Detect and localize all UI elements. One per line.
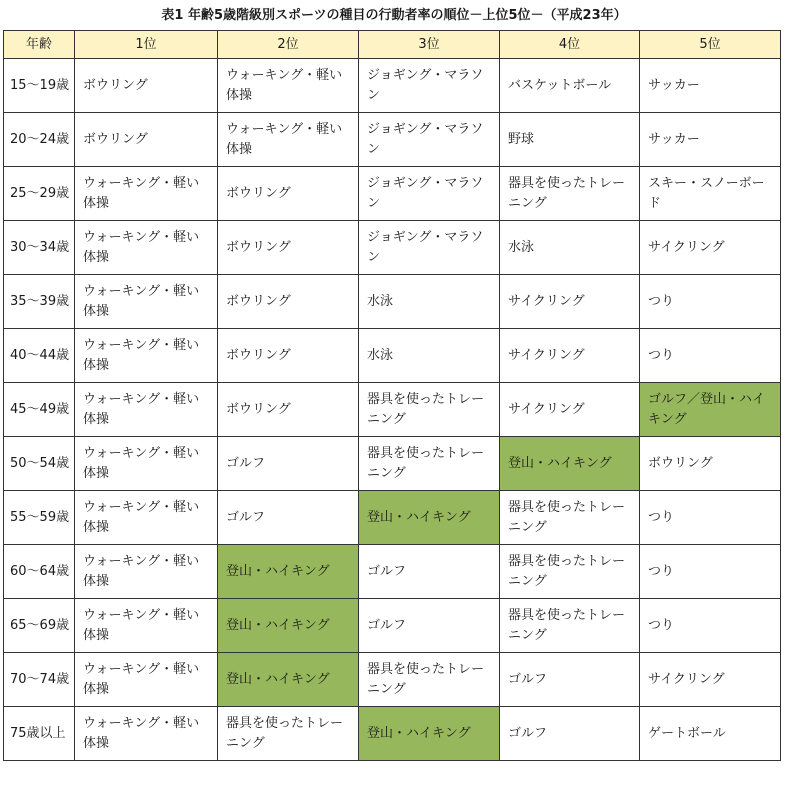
rank-5-cell: ゴルフ／登山・ハイキング [640, 383, 781, 437]
rank-1-cell: ボウリング [75, 59, 218, 113]
header-rank-2: 2位 [218, 31, 359, 59]
header-rank-1: 1位 [75, 31, 218, 59]
rank-4-cell: 器具を使ったトレーニング [500, 491, 640, 545]
rank-4-cell: バスケットボール [500, 59, 640, 113]
rank-5-cell: ボウリング [640, 437, 781, 491]
age-cell: 50～54歳 [4, 437, 75, 491]
rank-4-cell: サイクリング [500, 275, 640, 329]
header-rank-3: 3位 [359, 31, 500, 59]
rank-5-cell: つり [640, 599, 781, 653]
age-cell: 45～49歳 [4, 383, 75, 437]
ranking-table [3, 30, 781, 761]
rank-2-cell: 器具を使ったトレーニング [218, 707, 359, 761]
table-row [4, 221, 781, 275]
table-title: 表1 年齢5歳階級別スポーツの種目の行動者率の順位－上位5位－（平成23年） [161, 8, 627, 23]
age-cell: 55～59歳 [4, 491, 75, 545]
rank-2-cell: 登山・ハイキング [218, 599, 359, 653]
rank-2-cell: ウォーキング・軽い体操 [218, 113, 359, 167]
rank-3-cell: 水泳 [359, 275, 500, 329]
rank-5-cell: サイクリング [640, 221, 781, 275]
table-row [4, 329, 781, 383]
rank-3-cell: 器具を使ったトレーニング [359, 653, 500, 707]
rank-2-cell: 登山・ハイキング [218, 545, 359, 599]
table-body [4, 59, 781, 761]
rank-3-cell: 器具を使ったトレーニング [359, 383, 500, 437]
rank-3-cell: 水泳 [359, 329, 500, 383]
table-row [4, 167, 781, 221]
rank-2-cell: ボウリング [218, 167, 359, 221]
rank-5-cell: スキー・スノーボード [640, 167, 781, 221]
rank-1-cell: ウォーキング・軽い体操 [75, 329, 218, 383]
rank-4-cell: ゴルフ [500, 653, 640, 707]
rank-1-cell: ウォーキング・軽い体操 [75, 437, 218, 491]
age-cell: 60～64歳 [4, 545, 75, 599]
rank-4-cell: 器具を使ったトレーニング [500, 599, 640, 653]
table-row [4, 59, 781, 113]
header-rank-5: 5位 [640, 31, 781, 59]
rank-1-cell: ウォーキング・軽い体操 [75, 275, 218, 329]
rank-4-cell: 水泳 [500, 221, 640, 275]
header-rank-4: 4位 [500, 31, 640, 59]
rank-2-cell: ボウリング [218, 383, 359, 437]
header-row [4, 31, 781, 59]
rank-4-cell: 器具を使ったトレーニング [500, 545, 640, 599]
table-row [4, 383, 781, 437]
table-row [4, 437, 781, 491]
age-cell: 75歳以上 [4, 707, 75, 761]
age-cell: 65～69歳 [4, 599, 75, 653]
age-cell: 15～19歳 [4, 59, 75, 113]
rank-5-cell: つり [640, 329, 781, 383]
table-row [4, 545, 781, 599]
age-cell: 40～44歳 [4, 329, 75, 383]
rank-1-cell: ウォーキング・軽い体操 [75, 221, 218, 275]
rank-1-cell: ウォーキング・軽い体操 [75, 383, 218, 437]
table-row [4, 113, 781, 167]
age-cell: 70～74歳 [4, 653, 75, 707]
rank-5-cell: つり [640, 545, 781, 599]
table-row [4, 491, 781, 545]
rank-3-cell: 器具を使ったトレーニング [359, 437, 500, 491]
rank-4-cell: 器具を使ったトレーニング [500, 167, 640, 221]
age-cell: 25～29歳 [4, 167, 75, 221]
rank-1-cell: ウォーキング・軽い体操 [75, 167, 218, 221]
rank-2-cell: ボウリング [218, 275, 359, 329]
rank-1-cell: ウォーキング・軽い体操 [75, 599, 218, 653]
rank-4-cell: サイクリング [500, 383, 640, 437]
rank-1-cell: ボウリング [75, 113, 218, 167]
age-cell: 20～24歳 [4, 113, 75, 167]
rank-2-cell: 登山・ハイキング [218, 653, 359, 707]
rank-3-cell: ゴルフ [359, 599, 500, 653]
age-cell: 35～39歳 [4, 275, 75, 329]
rank-3-cell: 登山・ハイキング [359, 707, 500, 761]
rank-1-cell: ウォーキング・軽い体操 [75, 707, 218, 761]
rank-3-cell: 登山・ハイキング [359, 491, 500, 545]
rank-2-cell: ボウリング [218, 329, 359, 383]
rank-2-cell: ゴルフ [218, 437, 359, 491]
rank-1-cell: ウォーキング・軽い体操 [75, 491, 218, 545]
rank-5-cell: サイクリング [640, 653, 781, 707]
rank-1-cell: ウォーキング・軽い体操 [75, 545, 218, 599]
rank-5-cell: ゲートボール [640, 707, 781, 761]
rank-5-cell: つり [640, 491, 781, 545]
rank-1-cell: ウォーキング・軽い体操 [75, 653, 218, 707]
table-row [4, 275, 781, 329]
rank-4-cell: サイクリング [500, 329, 640, 383]
header-age: 年齢 [4, 31, 75, 59]
rank-4-cell: 登山・ハイキング [500, 437, 640, 491]
rank-3-cell: ジョギング・マラソン [359, 167, 500, 221]
rank-3-cell: ゴルフ [359, 545, 500, 599]
table-row [4, 653, 781, 707]
age-cell: 30～34歳 [4, 221, 75, 275]
rank-2-cell: ゴルフ [218, 491, 359, 545]
rank-5-cell: つり [640, 275, 781, 329]
rank-2-cell: ボウリング [218, 221, 359, 275]
rank-2-cell: ウォーキング・軽い体操 [218, 59, 359, 113]
rank-3-cell: ジョギング・マラソン [359, 221, 500, 275]
rank-3-cell: ジョギング・マラソン [359, 113, 500, 167]
rank-4-cell: ゴルフ [500, 707, 640, 761]
rank-5-cell: サッカー [640, 113, 781, 167]
rank-4-cell: 野球 [500, 113, 640, 167]
table-row [4, 599, 781, 653]
rank-3-cell: ジョギング・マラソン [359, 59, 500, 113]
rank-5-cell: サッカー [640, 59, 781, 113]
table-row [4, 707, 781, 761]
